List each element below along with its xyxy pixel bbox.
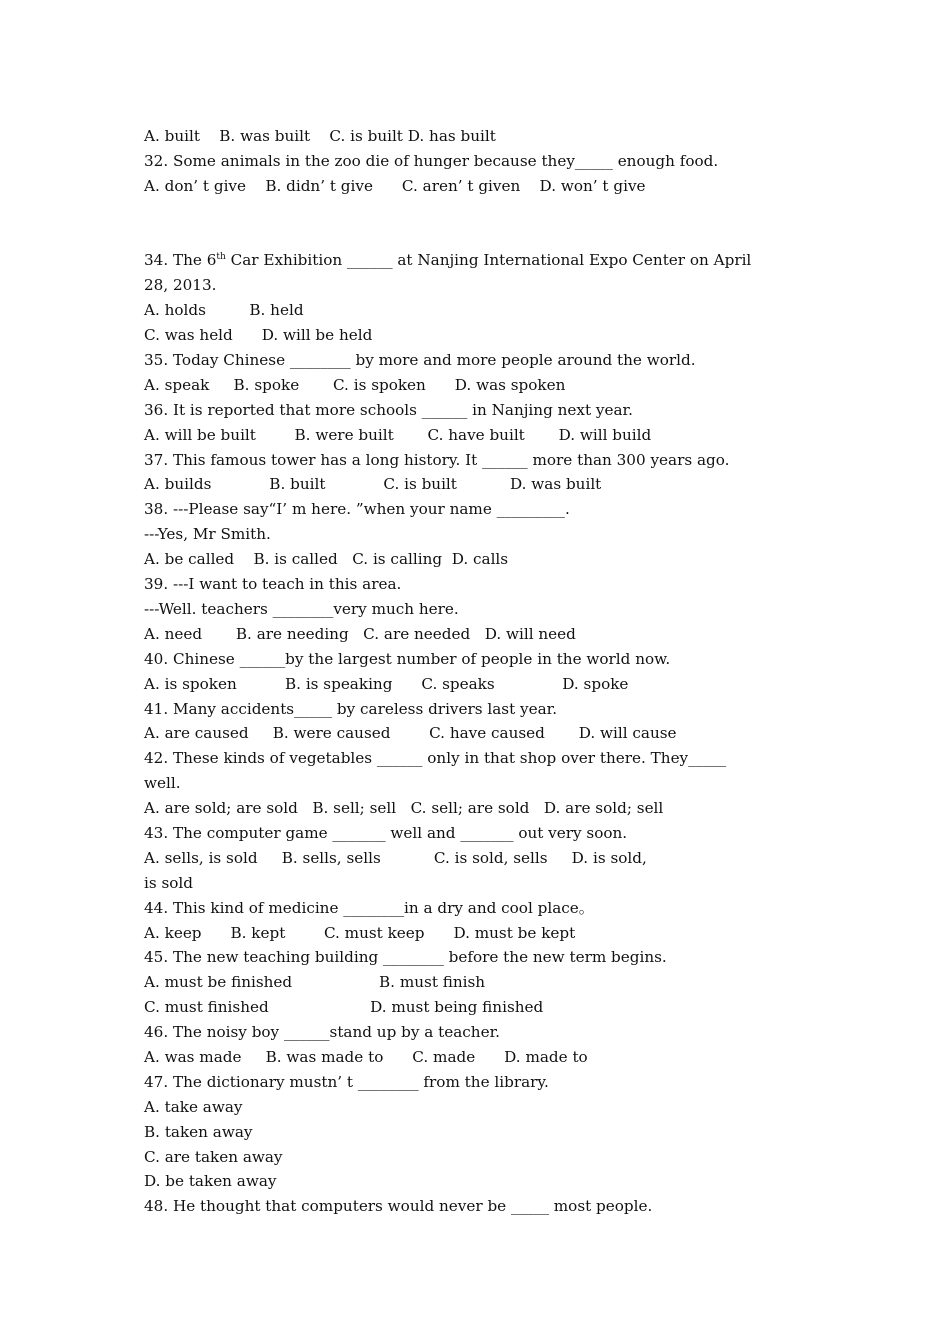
q45-options-ab: A. must be finished B. must finish [144, 973, 486, 992]
q42-question: 42. These kinds of vegetables ______ only in that shop over there. They_____ [144, 749, 727, 768]
q42-question-cont: well. [144, 774, 181, 793]
q38-question: 38. ---Please say“I’ m here. ”when your name _________. [144, 500, 570, 519]
q39-options: A. need B. are needing C. are needed D. will need [144, 624, 576, 643]
q40-question: 40. Chinese ______by the largest number of people in the world now. [144, 649, 671, 668]
q34-text-end: Car Exhibition ______ at Nanjing International Expo Center on April [225, 251, 752, 270]
q34-options-cd: C. was held D. will be held [144, 326, 373, 345]
q34-question [144, 248, 810, 273]
q42-options: A. are sold; are sold B. sell; sell C. sell; are sold D. are sold; sell [144, 799, 664, 818]
q47-question: 47. The dictionary mustn’ t ________ from the library. [144, 1072, 549, 1091]
q43-options: A. sells, is sold B. sells, sells C. is sold, sells D. is sold, [144, 848, 647, 867]
q31-options: A. built B. was built C. is built D. has built [144, 127, 496, 145]
q34-superscript: th [216, 252, 226, 263]
q39-question: 39. ---I want to teach in this area. [144, 575, 402, 594]
q38-options: A. be called B. is called C. is calling D. calls [144, 550, 509, 569]
q36-options: A. will be built B. were built C. have built D. will build [144, 425, 652, 444]
q36-question: 36. It is reported that more schools ______ in Nanjing next year. [144, 400, 633, 419]
q32-question: 32. Some animals in the zoo die of hunger because they_____ enough food. [144, 151, 719, 170]
q41-options: A. are caused B. were caused C. have caused D. will cause [144, 724, 677, 743]
q35-question: 35. Today Chinese ________ by more and more people around the world. [144, 351, 696, 370]
q34-question-cont: 28, 2013. [144, 276, 217, 295]
q34-text-start: 34. The 6 [144, 251, 217, 270]
blank-gap [144, 199, 810, 249]
document-page [144, 124, 810, 1219]
q47-option-d: D. be taken away [144, 1172, 277, 1191]
q35-options: A. speak B. spoke C. is spoken D. was spoken [144, 375, 566, 394]
q46-options: A. was made B. was made to C. made D. made to [144, 1047, 588, 1066]
q45-question: 45. The new teaching building ________ before the new term begins. [144, 948, 667, 967]
q41-question: 41. Many accidents_____ by careless drivers last year. [144, 699, 558, 718]
q39-reply: ---Well. teachers ________very much here. [144, 599, 459, 618]
q45-options-cd: C. must finished D. must being finished [144, 998, 544, 1017]
q37-options: A. builds B. built C. is built D. was built [144, 475, 602, 494]
q47-option-a: A. take away [144, 1097, 243, 1116]
q38-reply: ---Yes, Mr Smith. [144, 525, 271, 544]
q44-options: A. keep B. kept C. must keep D. must be kept [144, 923, 576, 942]
q32-options: A. don’ t give B. didn’ t give C. aren’ t given D. won’ t give [144, 176, 646, 195]
q47-option-b: B. taken away [144, 1122, 253, 1141]
q43-options-cont: is sold [144, 873, 193, 892]
q40-options: A. is spoken B. is speaking C. speaks D. spoke [144, 674, 629, 693]
q48-question: 48. He thought that computers would never be _____ most people. [144, 1197, 653, 1216]
q47-option-c: C. are taken away [144, 1147, 283, 1166]
q46-question: 46. The noisy boy ______stand up by a teacher. [144, 1023, 500, 1042]
q43-question: 43. The computer game _______ well and _______ out very soon. [144, 823, 628, 842]
q44-question: 44. This kind of medicine ________in a dry and cool place。 [144, 898, 594, 917]
q34-options-ab: A. holds B. held [144, 301, 304, 320]
q37-question: 37. This famous tower has a long history. It ______ more than 300 years ago. [144, 450, 730, 469]
